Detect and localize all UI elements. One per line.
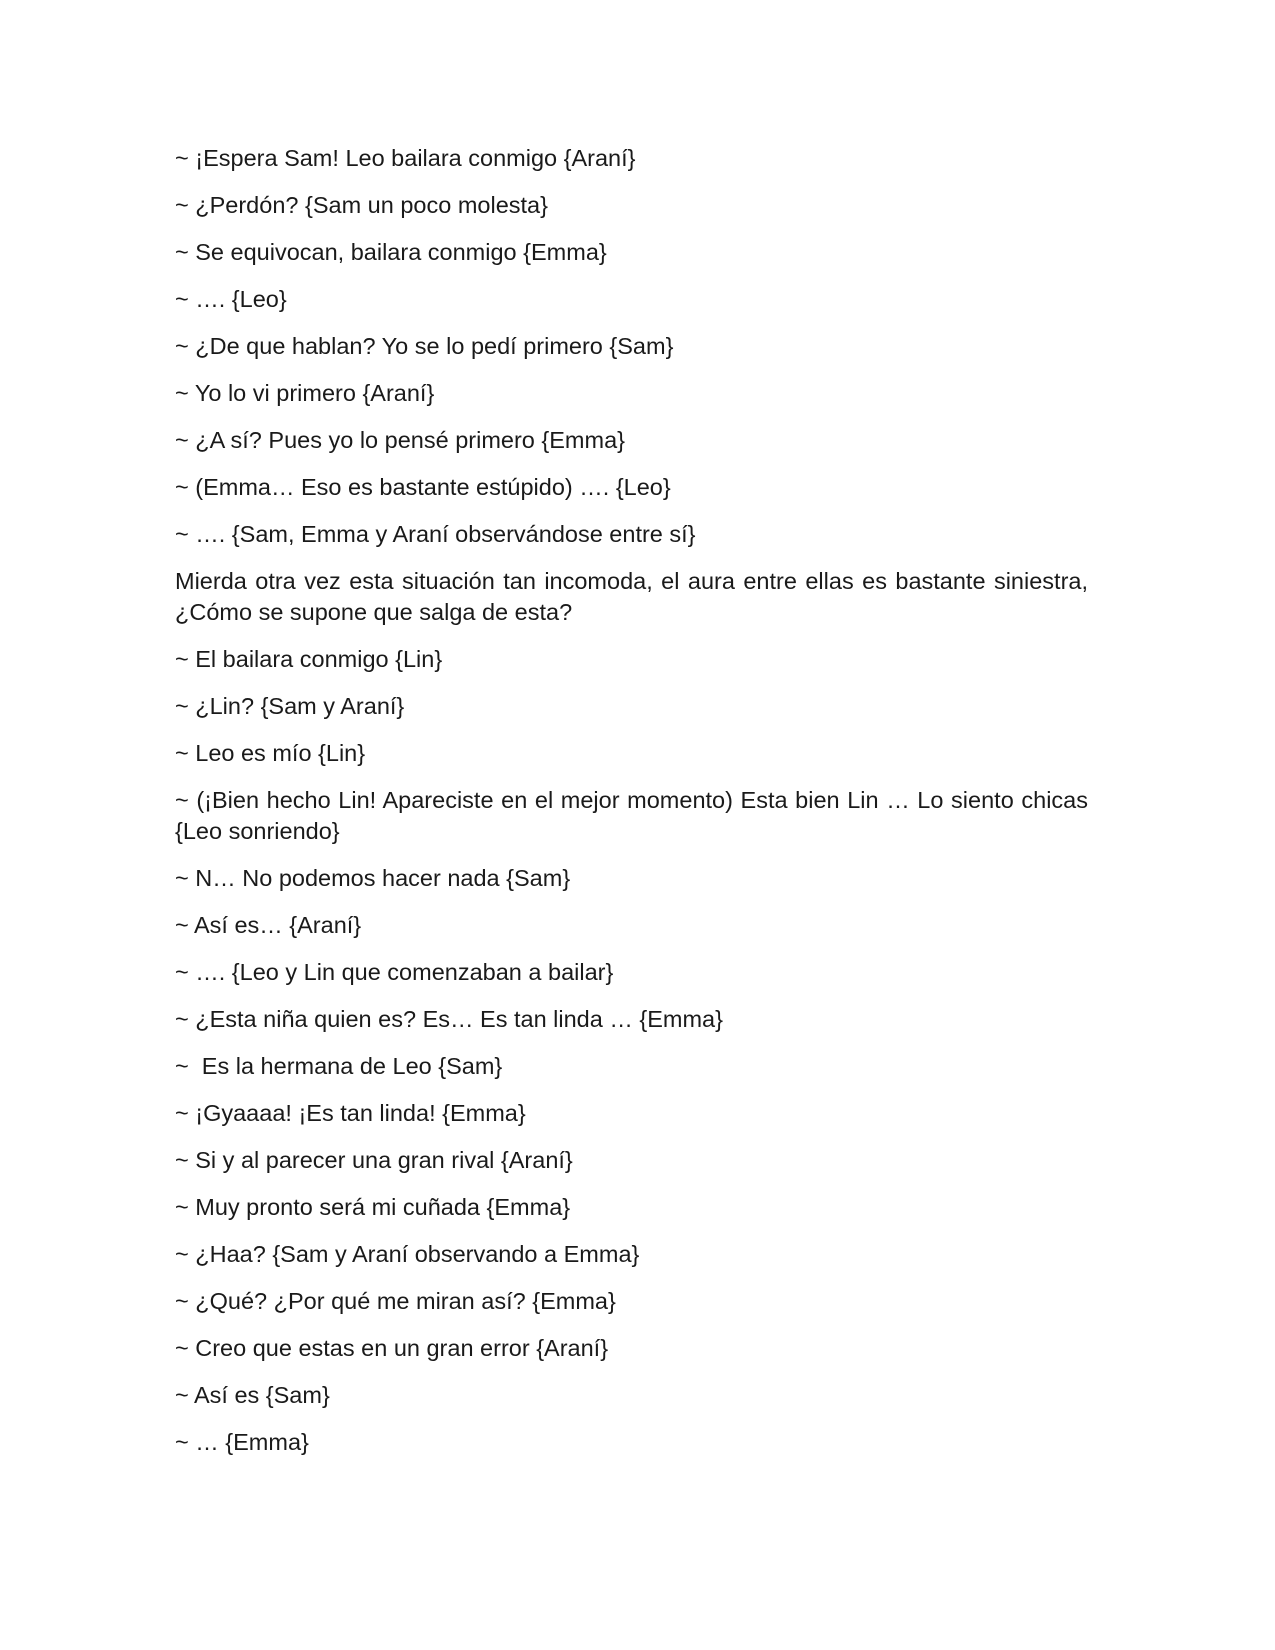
dialogue-line: ~ (Emma… Eso es bastante estúpido) …. {Leo} bbox=[175, 474, 671, 500]
dialogue-line: ~ Muy pronto será mi cuñada {Emma} bbox=[175, 1194, 571, 1220]
dialogue-line: ~ ¡Gyaaaa! ¡Es tan linda! {Emma} bbox=[175, 1100, 526, 1126]
dialogue-line: ~ ¿Haa? {Sam y Araní observando a Emma} bbox=[175, 1241, 640, 1267]
narration-paragraph: Mierda otra vez esta situación tan incomoda, el aura entre ellas es bastante siniestra, ¿Cómo se supone que salga de esta? bbox=[175, 568, 1088, 625]
dialogue-line: ~ Leo es mío {Lin} bbox=[175, 740, 366, 766]
dialogue-line: ~ …. {Sam, Emma y Araní observándose entre sí} bbox=[175, 521, 696, 547]
dialogue-line: ~ ¿De que hablan? Yo se lo pedí primero {Sam} bbox=[175, 333, 674, 359]
dialogue-line: ~ Así es {Sam} bbox=[175, 1382, 330, 1408]
dialogue-line: ~ …. {Leo} bbox=[175, 286, 287, 312]
dialogue-line: ~ ¿A sí? Pues yo lo pensé primero {Emma} bbox=[175, 427, 625, 453]
dialogue-line: ~ El bailara conmigo {Lin} bbox=[175, 646, 443, 672]
dialogue-line: ~ ¿Qué? ¿Por qué me miran así? {Emma} bbox=[175, 1288, 616, 1314]
dialogue-line: ~ ¿Perdón? {Sam un poco molesta} bbox=[175, 192, 548, 218]
dialogue-line: ~ Es la hermana de Leo {Sam} bbox=[175, 1053, 503, 1079]
dialogue-line: ~ …. {Leo y Lin que comenzaban a bailar} bbox=[175, 959, 614, 985]
dialogue-line: ~ ¿Lin? {Sam y Araní} bbox=[175, 693, 405, 719]
document-body bbox=[175, 143, 1088, 1474]
dialogue-line: ~ Se equivocan, bailara conmigo {Emma} bbox=[175, 239, 607, 265]
dialogue-line: ~ (¡Bien hecho Lin! Apareciste en el mejor momento) Esta bien Lin … Lo siento chicas {Leo sonriendo} bbox=[175, 787, 1088, 844]
dialogue-line: ~ Si y al parecer una gran rival {Araní} bbox=[175, 1147, 573, 1173]
dialogue-line: ~ Así es… {Araní} bbox=[175, 912, 362, 938]
dialogue-line: ~ ¡Espera Sam! Leo bailara conmigo {Araní} bbox=[175, 145, 636, 171]
dialogue-line: ~ Creo que estas en un gran error {Araní} bbox=[175, 1335, 609, 1361]
dialogue-line: ~ Yo lo vi primero {Araní} bbox=[175, 380, 435, 406]
dialogue-line: ~ ¿Esta niña quien es? Es… Es tan linda … {Emma} bbox=[175, 1006, 723, 1032]
dialogue-line: ~ … {Emma} bbox=[175, 1429, 309, 1455]
dialogue-line: ~ N… No podemos hacer nada {Sam} bbox=[175, 865, 571, 891]
